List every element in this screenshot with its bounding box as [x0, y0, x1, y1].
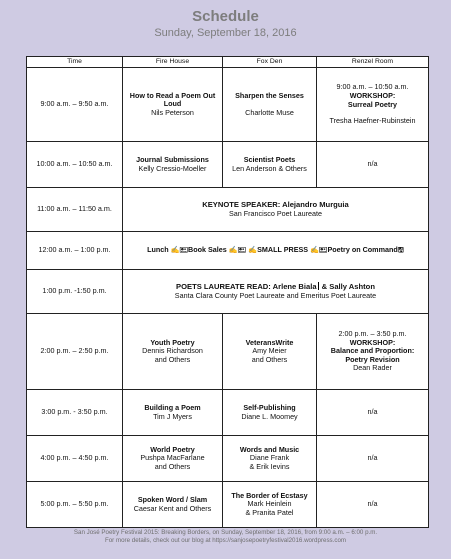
table-row — [27, 436, 429, 482]
session-title: The Border of Ecstasy — [231, 490, 308, 500]
session-title: World Poetry — [150, 444, 195, 454]
session-cell — [123, 142, 223, 188]
page-date: Sunday, September 18, 2016 — [154, 27, 297, 39]
session-title: Building a Poem — [144, 402, 201, 412]
session-cell — [223, 436, 317, 482]
schedule-table — [26, 56, 429, 528]
session-title: Self-Publishing — [243, 402, 296, 412]
time-cell: 4:00 p.m. – 4:50 p.m. — [27, 436, 123, 482]
poets-laureate-title-part-b: & Sally Ashton — [319, 282, 375, 292]
footer-line-2: For more details, check out our blog at https://sanjosepoetryfestival2016.wordpress.com — [104, 537, 347, 544]
column-header-fire-house: Fire House — [123, 57, 223, 68]
time-cell: 2:00 p.m. – 2:50 p.m. — [27, 314, 123, 390]
session-title: How to Read a Poem Out Loud — [129, 90, 216, 109]
time-cell: 10:00 a.m. – 10:50 a.m. — [27, 142, 123, 188]
workshop-time: 2:00 p.m. – 3:50 p.m. — [338, 329, 407, 339]
session-presenter: Amy Meier — [252, 346, 287, 356]
session-presenter-extra: and Others — [154, 354, 191, 364]
poets-laureate-cell — [123, 270, 429, 314]
table-row — [27, 232, 429, 270]
session-cell — [223, 390, 317, 436]
session-presenter-extra: & Erik Ievins — [249, 461, 290, 471]
column-header-renzel-room: Renzel Room — [317, 57, 429, 68]
session-presenter-extra: & Pranita Patel — [245, 507, 294, 517]
table-row — [27, 142, 429, 188]
session-cell — [123, 482, 223, 528]
workshop-label: WORKSHOP: — [349, 337, 396, 347]
session-presenter: Kelly Cressio-Moeller — [138, 163, 207, 173]
workshop-time: 9:00 a.m. – 10:50 a.m. — [336, 82, 409, 92]
session-presenter-extra: and Others — [154, 461, 191, 471]
table-row — [27, 270, 429, 314]
footer-line-1: San José Poetry Festival 2015: Breaking Borders, on Sunday, September 18, 2016, from 9:00 a.m. – 6:00 p.m. — [73, 529, 378, 536]
workshop-cell — [317, 314, 429, 390]
poets-laureate-title-part-a: POETS LAUREATE READ: Arlene Biala — [176, 282, 317, 292]
session-cell — [123, 390, 223, 436]
time-cell: 1:00 p.m. -1:50 p.m. — [27, 270, 123, 314]
page-title: Schedule — [192, 8, 259, 25]
session-title: VeteransWrite — [245, 337, 294, 347]
session-cell — [223, 314, 317, 390]
session-title: Sharpen the Senses — [235, 90, 304, 100]
lunch-cell: Lunch ✍🖭Book Sales ✍🖭 ✍SMALL PRESS ✍🖭Poetry on Command🖫 — [123, 232, 429, 270]
session-presenter: Tim J Myers — [153, 411, 192, 421]
table-row — [27, 482, 429, 528]
workshop-title: Surreal Poetry — [347, 99, 398, 109]
time-cell: 5:00 p.m. – 5:50 p.m. — [27, 482, 123, 528]
time-cell: 9:00 a.m. – 9:50 a.m. — [27, 68, 123, 142]
session-presenter: Nils Peterson — [151, 107, 194, 117]
session-cell — [223, 68, 317, 142]
session-title: Scientist Poets — [243, 154, 296, 164]
time-cell: 3:00 p.m. - 3:50 p.m. — [27, 390, 123, 436]
session-presenter: Pushpa MacFarlane — [140, 453, 205, 463]
na-cell: n/a — [317, 436, 429, 482]
na-cell: n/a — [317, 390, 429, 436]
session-title: Youth Poetry — [150, 337, 195, 347]
session-presenter: Diane Frank — [249, 453, 290, 463]
session-cell — [123, 436, 223, 482]
table-row — [27, 390, 429, 436]
text-cursor — [318, 282, 319, 290]
table-row — [27, 68, 429, 142]
session-cell — [223, 482, 317, 528]
session-cell — [123, 314, 223, 390]
session-title: Spoken Word / Slam — [137, 494, 208, 504]
poets-laureate-subtitle: Santa Clara County Poet Laureate and Emeritus Poet Laureate — [174, 291, 377, 300]
workshop-presenter: Dean Rader — [353, 363, 392, 373]
time-cell: 11:00 a.m. – 11:50 a.m. — [27, 188, 123, 232]
session-title: Journal Submissions — [136, 154, 209, 164]
workshop-presenter: Tresha Haefner-Rubinstein — [329, 116, 416, 126]
footer — [0, 529, 451, 545]
na-cell: n/a — [317, 142, 429, 188]
session-presenter: Dennis Richardson — [142, 346, 203, 356]
table-row — [27, 188, 429, 232]
keynote-subtitle: San Francisco Poet Laureate — [228, 208, 323, 218]
workshop-label: WORKSHOP: — [349, 90, 396, 100]
keynote-cell — [123, 188, 429, 232]
column-header-fox-den: Fox Den — [223, 57, 317, 68]
session-cell — [223, 142, 317, 188]
column-header-time: Time — [27, 57, 123, 68]
workshop-title: Balance and Proportion: Poetry Revision — [330, 346, 415, 364]
session-presenter: Mark Heinlein — [247, 499, 292, 509]
session-title: Words and Music — [239, 444, 300, 454]
session-presenter: Caesar Kent and Others — [133, 503, 212, 513]
table-row — [27, 314, 429, 390]
na-cell: n/a — [317, 482, 429, 528]
table-header-row — [27, 57, 429, 68]
session-cell — [123, 68, 223, 142]
session-presenter: Diane L. Moomey — [241, 411, 298, 421]
session-presenter-extra: and Others — [251, 354, 288, 364]
session-presenter: Len Anderson & Others — [232, 163, 307, 173]
session-presenter: Charlotte Muse — [245, 107, 294, 117]
workshop-cell — [317, 68, 429, 142]
keynote-title: KEYNOTE SPEAKER: Alejandro Murguia — [202, 199, 349, 209]
time-cell: 12:00 a.m. – 1:00 p.m. — [27, 232, 123, 270]
